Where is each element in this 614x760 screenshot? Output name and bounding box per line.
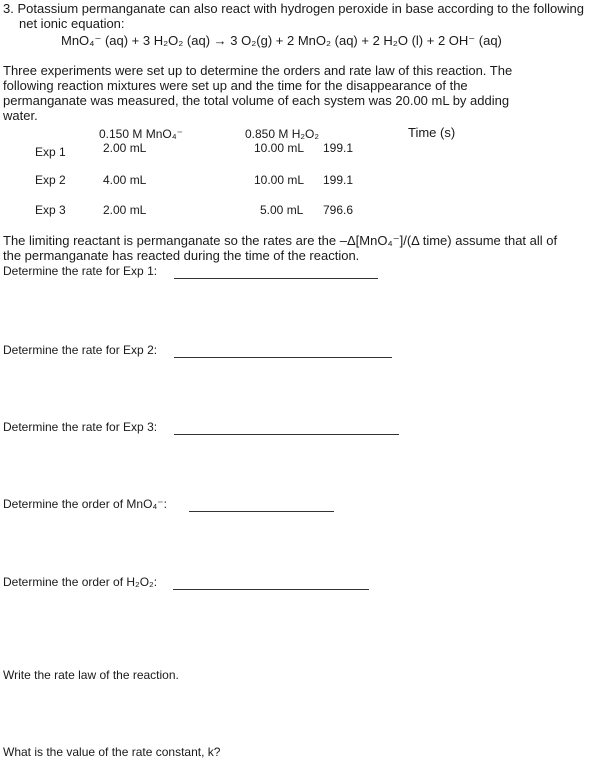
answer-line-rate-exp2[interactable] — [174, 357, 392, 358]
header-h2o2: 0.850 M H₂O₂ — [245, 127, 320, 141]
intro-line-2: following reaction mixtures were set up and the time for the disappearance of the — [3, 78, 468, 93]
row-mno4: 4.00 mL — [103, 173, 147, 187]
row-time: 796.6 — [323, 203, 354, 217]
prompt-rate-exp1: Determine the rate for Exp 1: — [3, 264, 158, 278]
row-h2o2: 5.00 mL — [260, 203, 304, 217]
answer-line-order-mno4[interactable] — [189, 511, 334, 512]
answer-line-rate-exp3[interactable] — [174, 434, 399, 435]
answer-line-rate-exp1[interactable] — [174, 278, 378, 279]
row-h2o2: 10.00 mL — [254, 141, 305, 155]
question-line-2: net ionic equation: — [19, 16, 125, 31]
row-time: 199.1 — [323, 141, 354, 155]
prompt-order-h2o2: Determine the order of H₂O₂: — [3, 575, 158, 589]
row-label: Exp 1 — [35, 145, 66, 159]
row-label: Exp 2 — [35, 173, 66, 187]
intro-line-1: Three experiments were set up to determine the orders and rate law of this reaction. The — [3, 63, 513, 78]
row-label: Exp 3 — [35, 203, 66, 217]
intro-line-3: permanganate was measured, the total volume of each system was 20.00 mL by adding — [3, 93, 510, 108]
prompt-rate-constant: What is the value of the rate constant, k? — [3, 745, 221, 759]
note-line-1: The limiting reactant is permanganate so the rates are the –Δ[MnO₄⁻]/(Δ time) assume that all of — [3, 233, 558, 248]
answer-line-order-h2o2[interactable] — [173, 589, 369, 590]
row-h2o2: 10.00 mL — [254, 173, 305, 187]
row-mno4: 2.00 mL — [103, 203, 147, 217]
header-mno4: 0.150 M MnO₄⁻ — [99, 127, 183, 141]
intro-line-4: water. — [3, 108, 38, 123]
header-time: Time (s) — [408, 125, 456, 140]
note-line-2: the permanganate has reacted during the time of the reaction. — [3, 248, 360, 263]
prompt-order-mno4: Determine the order of MnO₄⁻: — [3, 497, 167, 511]
net-ionic-equation: MnO₄⁻ (aq) + 3 H₂O₂ (aq) → 3 O₂(g) + 2 MnO₂ (aq) + 2 H₂O (l) + 2 OH⁻ (aq) — [61, 33, 502, 48]
question-line-1: 3. Potassium permanganate can also react with hydrogen peroxide in base according to the following — [3, 1, 585, 16]
prompt-rate-exp2: Determine the rate for Exp 2: — [3, 343, 158, 357]
row-time: 199.1 — [323, 173, 354, 187]
row-mno4: 2.00 mL — [103, 141, 147, 155]
prompt-rate-exp3: Determine the rate for Exp 3: — [3, 420, 158, 434]
prompt-rate-law: Write the rate law of the reaction. — [3, 668, 179, 682]
